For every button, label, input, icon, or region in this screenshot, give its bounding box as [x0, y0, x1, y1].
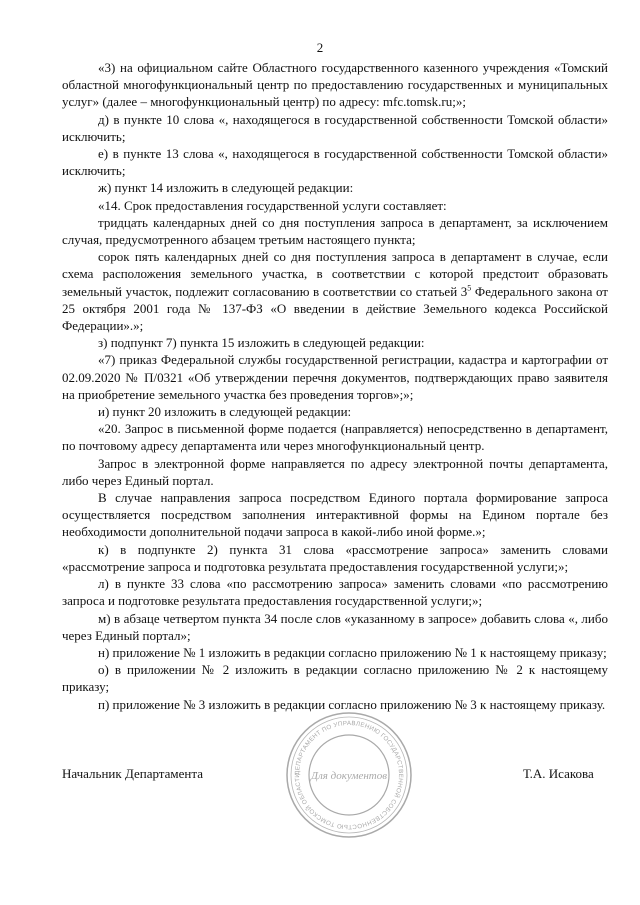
paragraph: В случае направления запроса посредством Единого портала формирование запроса осуществляется посредством заполнения интерактивной формы на Едином портале без необходимости дополнительной подачи запроса в какой-либо иной форме.»; — [62, 490, 608, 540]
paragraph: м) в абзаце четвертом пункта 34 после слов «указанному в запросе» добавить слова «, либо через Единый портал»; — [62, 610, 608, 643]
paragraph: «14. Срок предоставления государственной услуги составляет: — [98, 197, 447, 213]
superscript: 5 — [467, 283, 472, 293]
document-body — [62, 59, 608, 713]
paragraph: «3) на официальном сайте Областного государственного казенного учреждения «Томский областной многофункциональный центр по предоставлению государственных и муниципальных услуг» (далее – многофункциональный центр) по адресу: mfc.tomsk.ru;»; — [62, 60, 608, 110]
page-number: 2 — [316, 40, 324, 55]
paragraph-text: сорок пять календарных дней со дня поступления запроса в департамент в случае, если схема расположения земельного участка, в соответствии с которой предстоит образовать земельный участок, подлежит согласованию в соответствии со статьей 3 — [62, 249, 608, 299]
paragraph: и) пункт 20 изложить в следующей редакции: — [98, 404, 352, 420]
official-stamp-icon — [284, 710, 414, 840]
paragraph: з) подпункт 7) пункта 15 изложить в следующей редакции: — [98, 335, 425, 351]
signatory-name: Т.А. Исакова — [523, 766, 594, 781]
signatory-position: Начальник Департамента — [62, 766, 203, 781]
paragraph: Запрос в электронной форме направляется по адресу электронной почты департамента, либо через Единый портал. — [62, 455, 608, 488]
paragraph: к) в подпункте 2) пункта 31 слова «рассмотрение запроса» заменить словами «рассмотрение запроса и подготовка результата предоставления государственной услуги;»; — [62, 541, 608, 574]
stamp-outer-text: ДЕПАРТАМЕНТ ПО УПРАВЛЕНИЮ ГОСУДАРСТВЕННОЙ СОБСТВЕННОСТЬЮ ТОМСКОЙ ОБЛАСТИ — [293, 719, 405, 831]
paragraph-text-cont: Федерального закона от 25 октября 2001 года № 137-ФЗ «О введении в действие Земельного кодекса Российской Федерации».»; — [62, 283, 608, 334]
paragraph: «20. Запрос в письменной форме подается (направляется) непосредственно в департамент, по почтовому адресу департамента или через многофункциональный центр. — [62, 421, 608, 454]
paragraph: л) в пункте 33 слова «по рассмотрению запроса» заменить словами «по рассмотрению запроса и подготовке результата предоставления государственной услуги;»; — [62, 576, 608, 609]
paragraph: тридцать календарных дней со дня поступления запроса в департамент, за исключением случая, предусмотренного абзацем третьим настоящего пункта; — [62, 214, 608, 248]
paragraph: ж) пункт 14 изложить в следующей редакции: — [98, 180, 354, 196]
paragraph — [62, 248, 608, 334]
paragraph: д) в пункте 10 слова «, находящегося в государственной собственности Томской области» исключить; — [62, 111, 608, 144]
stamp-inner-text: Для документов — [310, 770, 388, 782]
paragraph: п) приложение № 3 изложить в редакции согласно приложению № 3 к настоящему приказу. — [98, 696, 606, 712]
paragraph: н) приложение № 1 изложить в редакции согласно приложению № 1 к настоящему приказу; — [98, 644, 607, 660]
paragraph: о) в приложении № 2 изложить в редакции согласно приложению № 2 к настоящему приказу; — [62, 662, 608, 695]
paragraph: «7) приказ Федеральной службы государственной регистрации, кадастра и картографии от 02.09.2020 № П/0321 «Об утверждении перечня документов, подтверждающих право заявителя на приобретение земельного участка без проведения торгов»;»; — [62, 352, 608, 402]
paragraph: е) в пункте 13 слова «, находящегося в государственной собственности Томской области» исключить; — [62, 146, 608, 179]
